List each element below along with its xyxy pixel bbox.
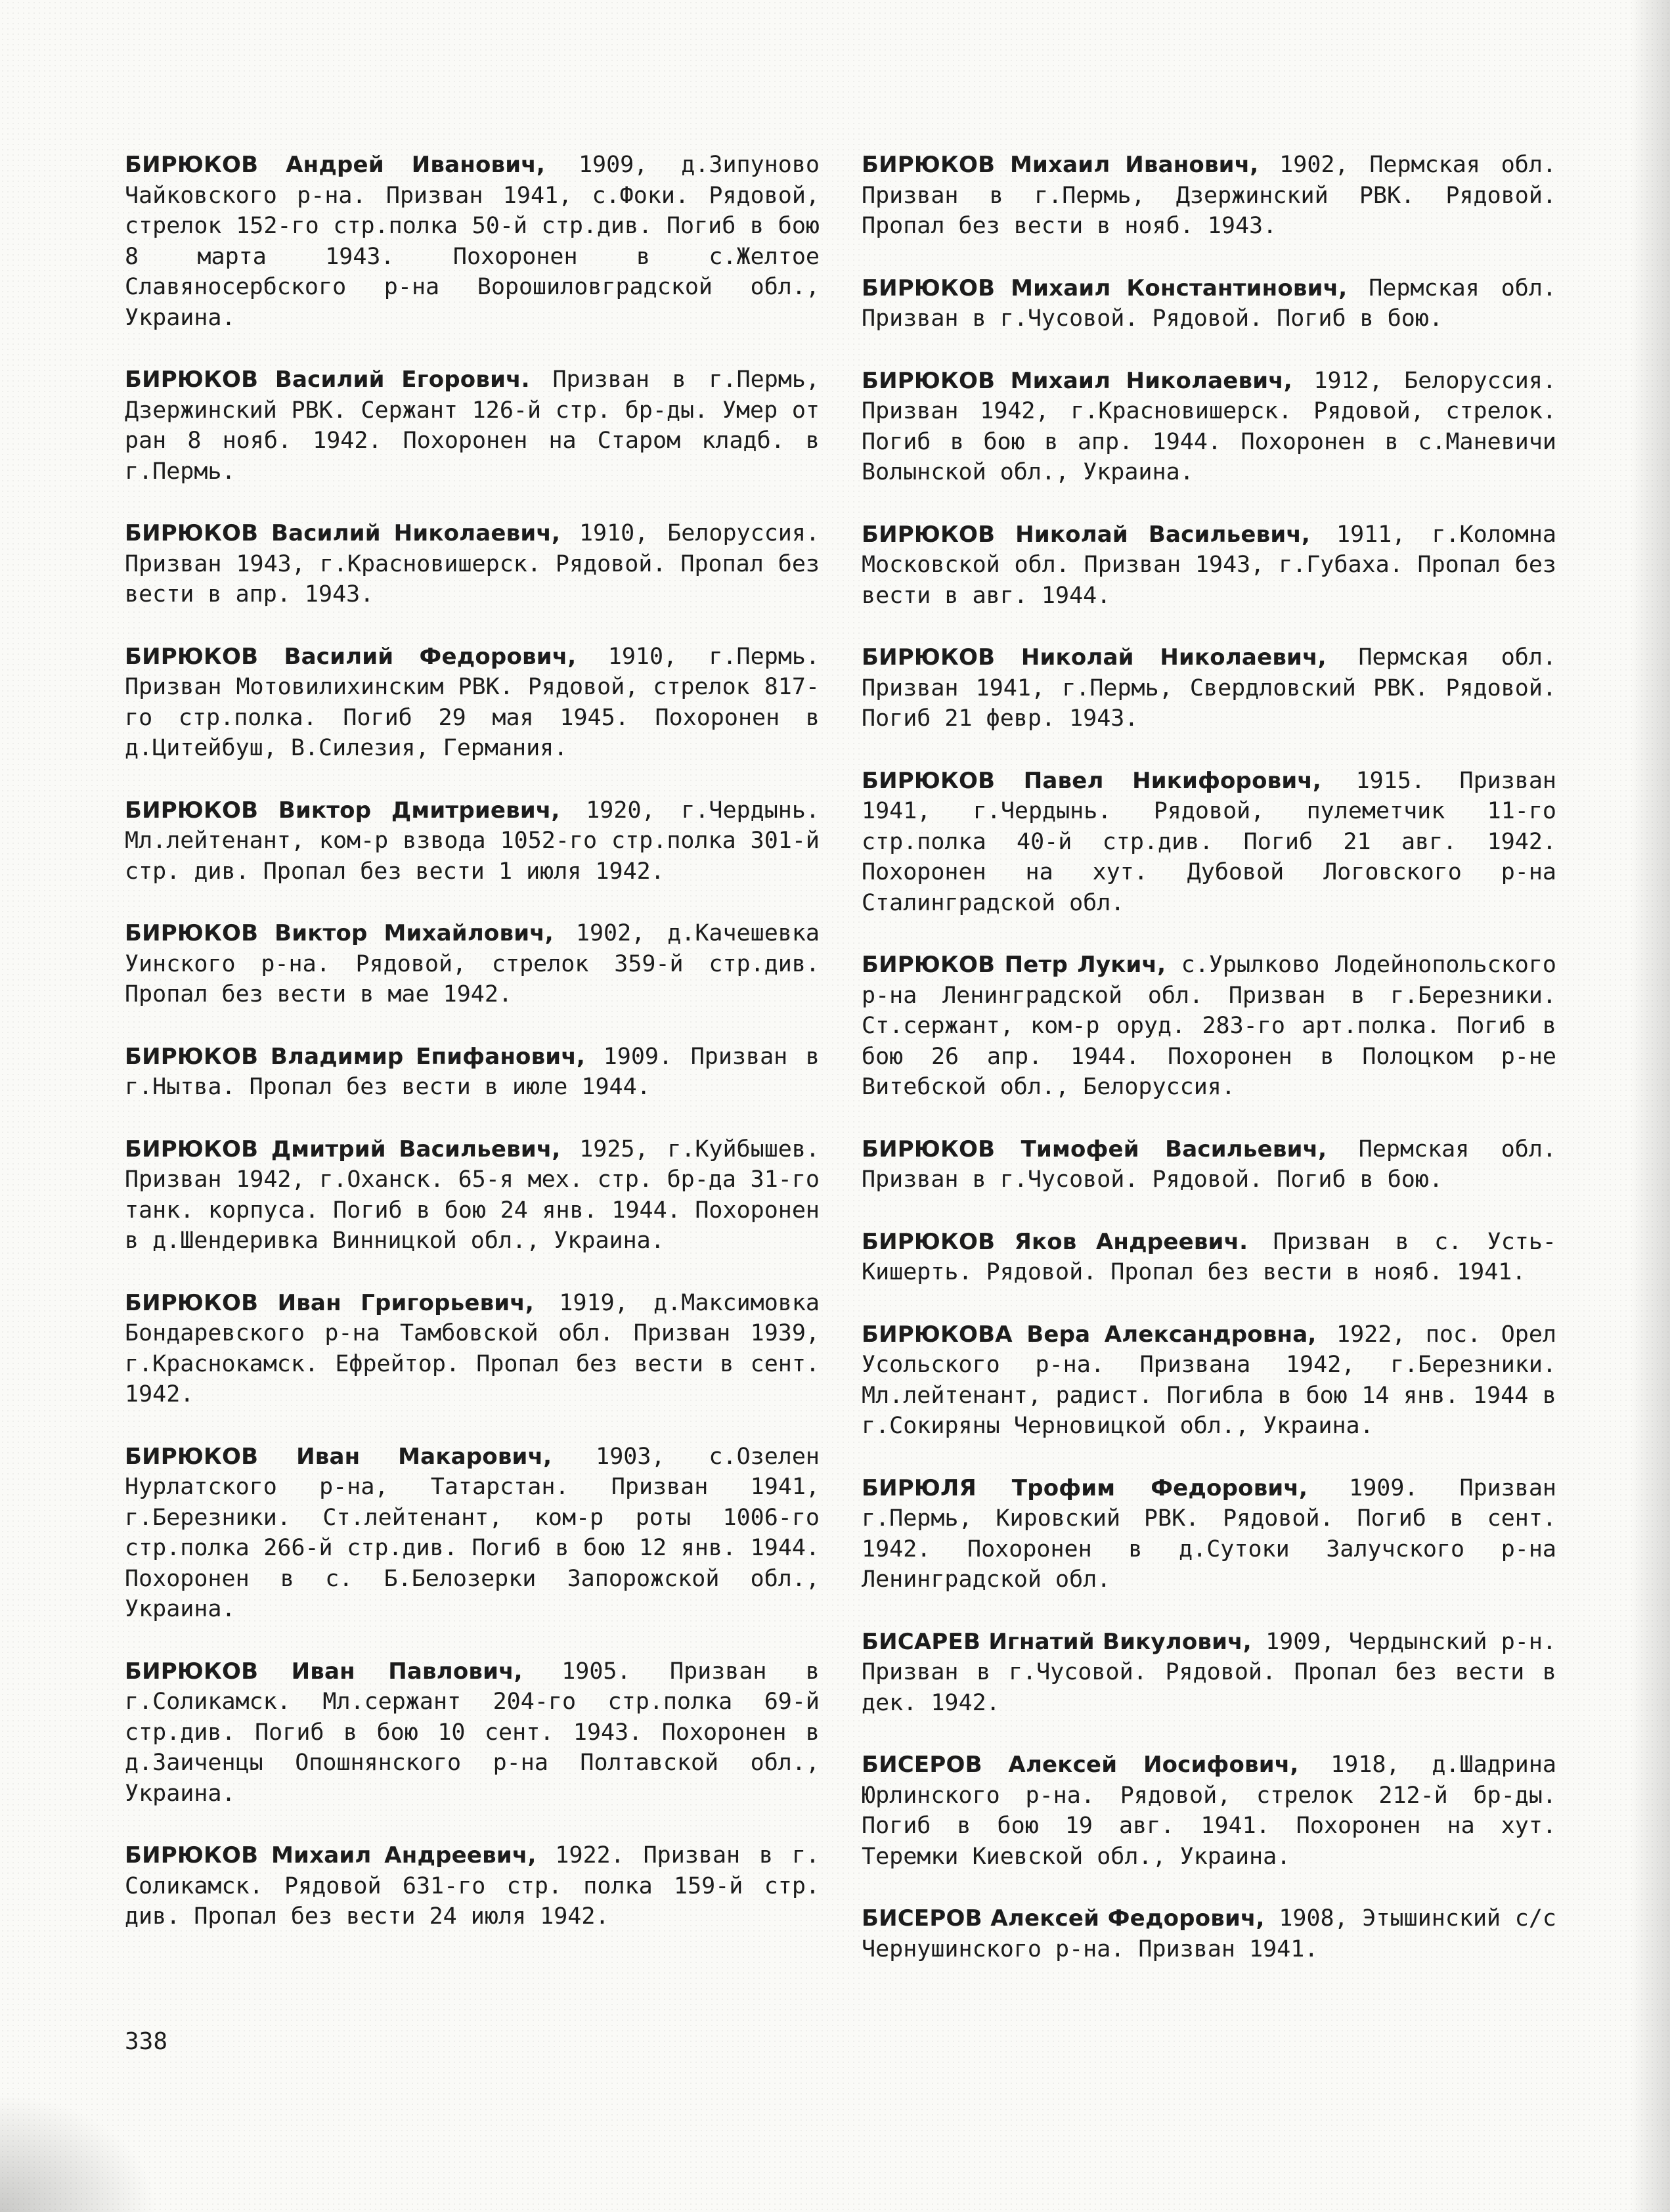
entry-text: 1909. Призван в г.Нытва. Пропал без вести в июле 1944.: [125, 1043, 820, 1100]
left-column: [125, 150, 820, 1932]
entry-name: БИРЮКОВ Виктор Дмитриевич,: [125, 797, 560, 824]
entry: [862, 1134, 1556, 1195]
entry-text: 1920, г.Чердынь. Мл.лейтенант, ком-р взвода 1052-го стр.полка 301-й стр. див. Пропал без вести 1 июля 1942.: [125, 797, 820, 885]
entry-name: БИРЮКОВ Владимир Епифанович,: [125, 1043, 585, 1070]
entry-name: БИРЮКОВ Николай Васильевич,: [862, 521, 1310, 548]
entry-text: 1910, Белоруссия. Призван 1943, г.Красновишерск. Рядовой. Пропал без вести в апр. 1943.: [125, 520, 820, 608]
entry-text: 1909. Призван г.Пермь, Кировский РВК. Рядовой. Погиб в сент. 1942. Похоронен в д.Сутоки Залучского р-на Ленинградской обл.: [862, 1474, 1556, 1593]
entry-name: БИРЮКОВ Дмитрий Васильевич,: [125, 1136, 561, 1162]
page-edge-shadow: [1631, 0, 1670, 2212]
entry-text: 1915. Призван 1941, г.Чердынь. Рядовой, пулеметчик 11-го стр.полка 40-й стр.див. Погиб 21 авг. 1942. Похоронен на хут. Дубовой Логовского р-на Сталинградской обл.: [862, 767, 1557, 916]
entry: [862, 520, 1556, 611]
entry-name: БИРЮЛЯ Трофим Федорович,: [862, 1474, 1308, 1501]
entry: [125, 1134, 820, 1256]
entry-name: БИРЮКОВ Павел Никифорович,: [862, 767, 1322, 794]
entry-text: 1910, г.Пермь. Призван Мотовилихинским РВК. Рядовой, стрелок 817-го стр.полка. Погиб 29 мая 1945. Похоронен в д.Цитейбуш, В.Силезия, Германия.: [125, 643, 820, 761]
entry: [125, 795, 820, 887]
entry: [862, 1473, 1556, 1595]
entry-name: БИРЮКОВ Виктор Михайлович,: [125, 920, 554, 946]
entry: [862, 1227, 1556, 1288]
page-number: 338: [125, 2028, 168, 2055]
entry: [125, 642, 820, 764]
entry: [125, 918, 820, 1010]
entry-text: 1905. Призван в г.Соликамск. Мл.сержант 204-го стр.полка 69-й стр.див. Погиб в бою 10 сент. 1943. Похоронен в д.Заиченцы Опошнянского р-на Полтавской обл., Украина.: [125, 1658, 820, 1807]
entry-name: БИРЮКОВ Михаил Иванович,: [862, 152, 1259, 178]
entry-name: БИРЮКОВ Иван Григорьевич,: [125, 1289, 534, 1316]
entry: [862, 642, 1556, 734]
entry-name: БИРЮКОВ Василий Николаевич,: [125, 520, 561, 546]
entry-text: 1922, пос. Орел Усольского р-на. Призвана 1942, г.Березники. Мл.лейтенант, радист. Погибла в бою 14 янв. 1944 в г.Сокиряны Черновицкой обл., Украина.: [862, 1321, 1556, 1439]
entry: [862, 366, 1556, 488]
entry-name: БИРЮКОВ Михаил Константинович,: [862, 275, 1348, 301]
entry-name: БИРЮКОВ Михаил Николаевич,: [862, 367, 1292, 394]
entry: [862, 950, 1556, 1103]
entry-name: БИРЮКОВ Михаил Андреевич,: [125, 1842, 537, 1869]
entry-name: БИСЕРОВ Алексей Иосифович,: [862, 1752, 1299, 1778]
entry-text: 1902, д.Качешевка Уинского р-на. Рядовой, стрелок 359-й стр.див. Пропал без вести в мае 1942.: [125, 920, 820, 1007]
entry: [125, 1442, 820, 1625]
entry-text: 1903, с.Озелен Нурлатского р-на, Татарстан. Призван 1941, г.Березники. Ст.лейтенант, ком-р роты 1006-го стр.полка 266-й стр.див. Погиб в бою 12 янв. 1944. Похоронен в с. Б.Белозерки Запорожской обл., Украина.: [125, 1443, 820, 1622]
entry-text: Пермская обл. Призван 1941, г.Пермь, Свердловский РВК. Рядовой. Погиб 21 февр. 1943.: [862, 644, 1556, 732]
entry-text: 1918, д.Шадрина Юрлинского р-на. Рядовой, стрелок 212-й бр-ды. Погиб в бою 19 авг. 1941. Похоронен на хут. Теремки Киевской обл., Украина.: [862, 1752, 1556, 1870]
entry: [125, 1288, 820, 1410]
entry: [125, 1042, 820, 1103]
entry-name: БИРЮКОВ Иван Павлович,: [125, 1658, 523, 1685]
right-column: [862, 150, 1556, 1964]
entry-text: 1925, г.Куйбышев. Призван 1942, г.Оханск. 65-я мех. стр. бр-да 31-го танк. корпуса. Погиб в бою 24 янв. 1944. Похоронен в д.Шендеривка Винницкой обл., Украина.: [125, 1136, 820, 1254]
entry-text: Пермская обл. Призван в г.Чусовой. Рядовой. Погиб в бою.: [862, 275, 1556, 332]
entry: [125, 150, 820, 333]
page-corner-shadow: [0, 2094, 158, 2212]
entry: [125, 365, 820, 487]
entry: [125, 518, 820, 610]
entry: [862, 150, 1556, 242]
entry: [125, 1656, 820, 1809]
entry: [862, 766, 1556, 919]
entry: [862, 273, 1556, 334]
entry: [862, 1750, 1556, 1872]
entry-name: БИРЮКОВ Иван Макарович,: [125, 1443, 552, 1470]
entry-text: 1911, г.Коломна Московской обл. Призван 1943, г.Губаха. Пропал без вести в авг. 1944.: [862, 521, 1556, 609]
entry-name: БИРЮКОВА Вера Александровна,: [862, 1321, 1317, 1348]
entry-name: БИРЮКОВ Василий Федорович,: [125, 643, 577, 670]
entry-text: 1902, Пермская обл. Призван в г.Пермь, Дзержинский РВК. Рядовой. Пропал без вести в нояб. 1943.: [862, 152, 1556, 239]
entry-name: БИСАРЕВ Игнатий Викулович,: [862, 1628, 1252, 1655]
entry: [862, 1319, 1556, 1442]
entry-name: БИРЮКОВ Василий Егорович.: [125, 366, 530, 393]
entry-name: БИРЮКОВ Андрей Иванович,: [125, 152, 545, 178]
entry: [862, 1903, 1556, 1964]
entry-name: БИСЕРОВ Алексей Федорович,: [862, 1905, 1265, 1932]
entry-name: БИРЮКОВ Яков Андреевич.: [862, 1228, 1248, 1255]
entry-text: Призван в с. Усть-Кишерть. Рядовой. Пропал без вести в нояб. 1941.: [862, 1228, 1556, 1285]
entry-text: 1922. Призван в г. Соликамск. Рядовой 631-го стр. полка 159-й стр. див. Пропал без вести 24 июля 1942.: [125, 1842, 820, 1930]
entry-text: Пермская обл. Призван в г.Чусовой. Рядовой. Погиб в бою.: [862, 1136, 1557, 1193]
entry-text: 1908, Этышинский с/с Чернушинского р-на. Призван 1941.: [862, 1905, 1556, 1962]
entry: [125, 1840, 820, 1932]
entry-text: 1912, Белоруссия. Призван 1942, г.Красновишерск. Рядовой, стрелок. Погиб в бою в апр. 1944. Похоронен в с.Маневичи Волынской обл., Украина.: [862, 367, 1556, 485]
entry-text: 1909, д.Зипуново Чайковского р-на. Призван 1941, с.Фоки. Рядовой, стрелок 152-го стр.полка 50-й стр.див. Погиб в бою 8 марта 1943. Похоронен в с.Желтое Славяносербского р-на Ворошиловградской обл., Украина.: [125, 152, 820, 331]
entry-text: с.Урылково Лодейнопольского р-на Ленинградской обл. Призван в г.Березники. Ст.сержант, ком-р оруд. 283-го арт.полка. Погиб в бою 26 апр. 1944. Похоронен в Полоцком р-не Витебской обл., Белоруссия.: [862, 952, 1556, 1100]
entry: [862, 1627, 1556, 1719]
entry-text: 1919, д.Максимовка Бондаревского р-на Тамбовской обл. Призван 1939, г.Краснокамск. Ефрейтор. Пропал без вести в сент. 1942.: [125, 1289, 820, 1407]
entry-name: БИРЮКОВ Николай Николаевич,: [862, 644, 1327, 671]
entry-name: БИРЮКОВ Петр Лукич,: [862, 952, 1166, 978]
entry-name: БИРЮКОВ Тимофей Васильевич,: [862, 1136, 1327, 1162]
entry-text: Призван в г.Пермь, Дзержинский РВК. Сержант 126-й стр. бр-ды. Умер от ран 8 нояб. 1942. Похоронен на Старом кладб. в г.Пермь.: [125, 366, 820, 485]
entry-text: 1909, Чердынский р-н. Призван в г.Чусовой. Рядовой. Пропал без вести в дек. 1942.: [862, 1628, 1556, 1716]
